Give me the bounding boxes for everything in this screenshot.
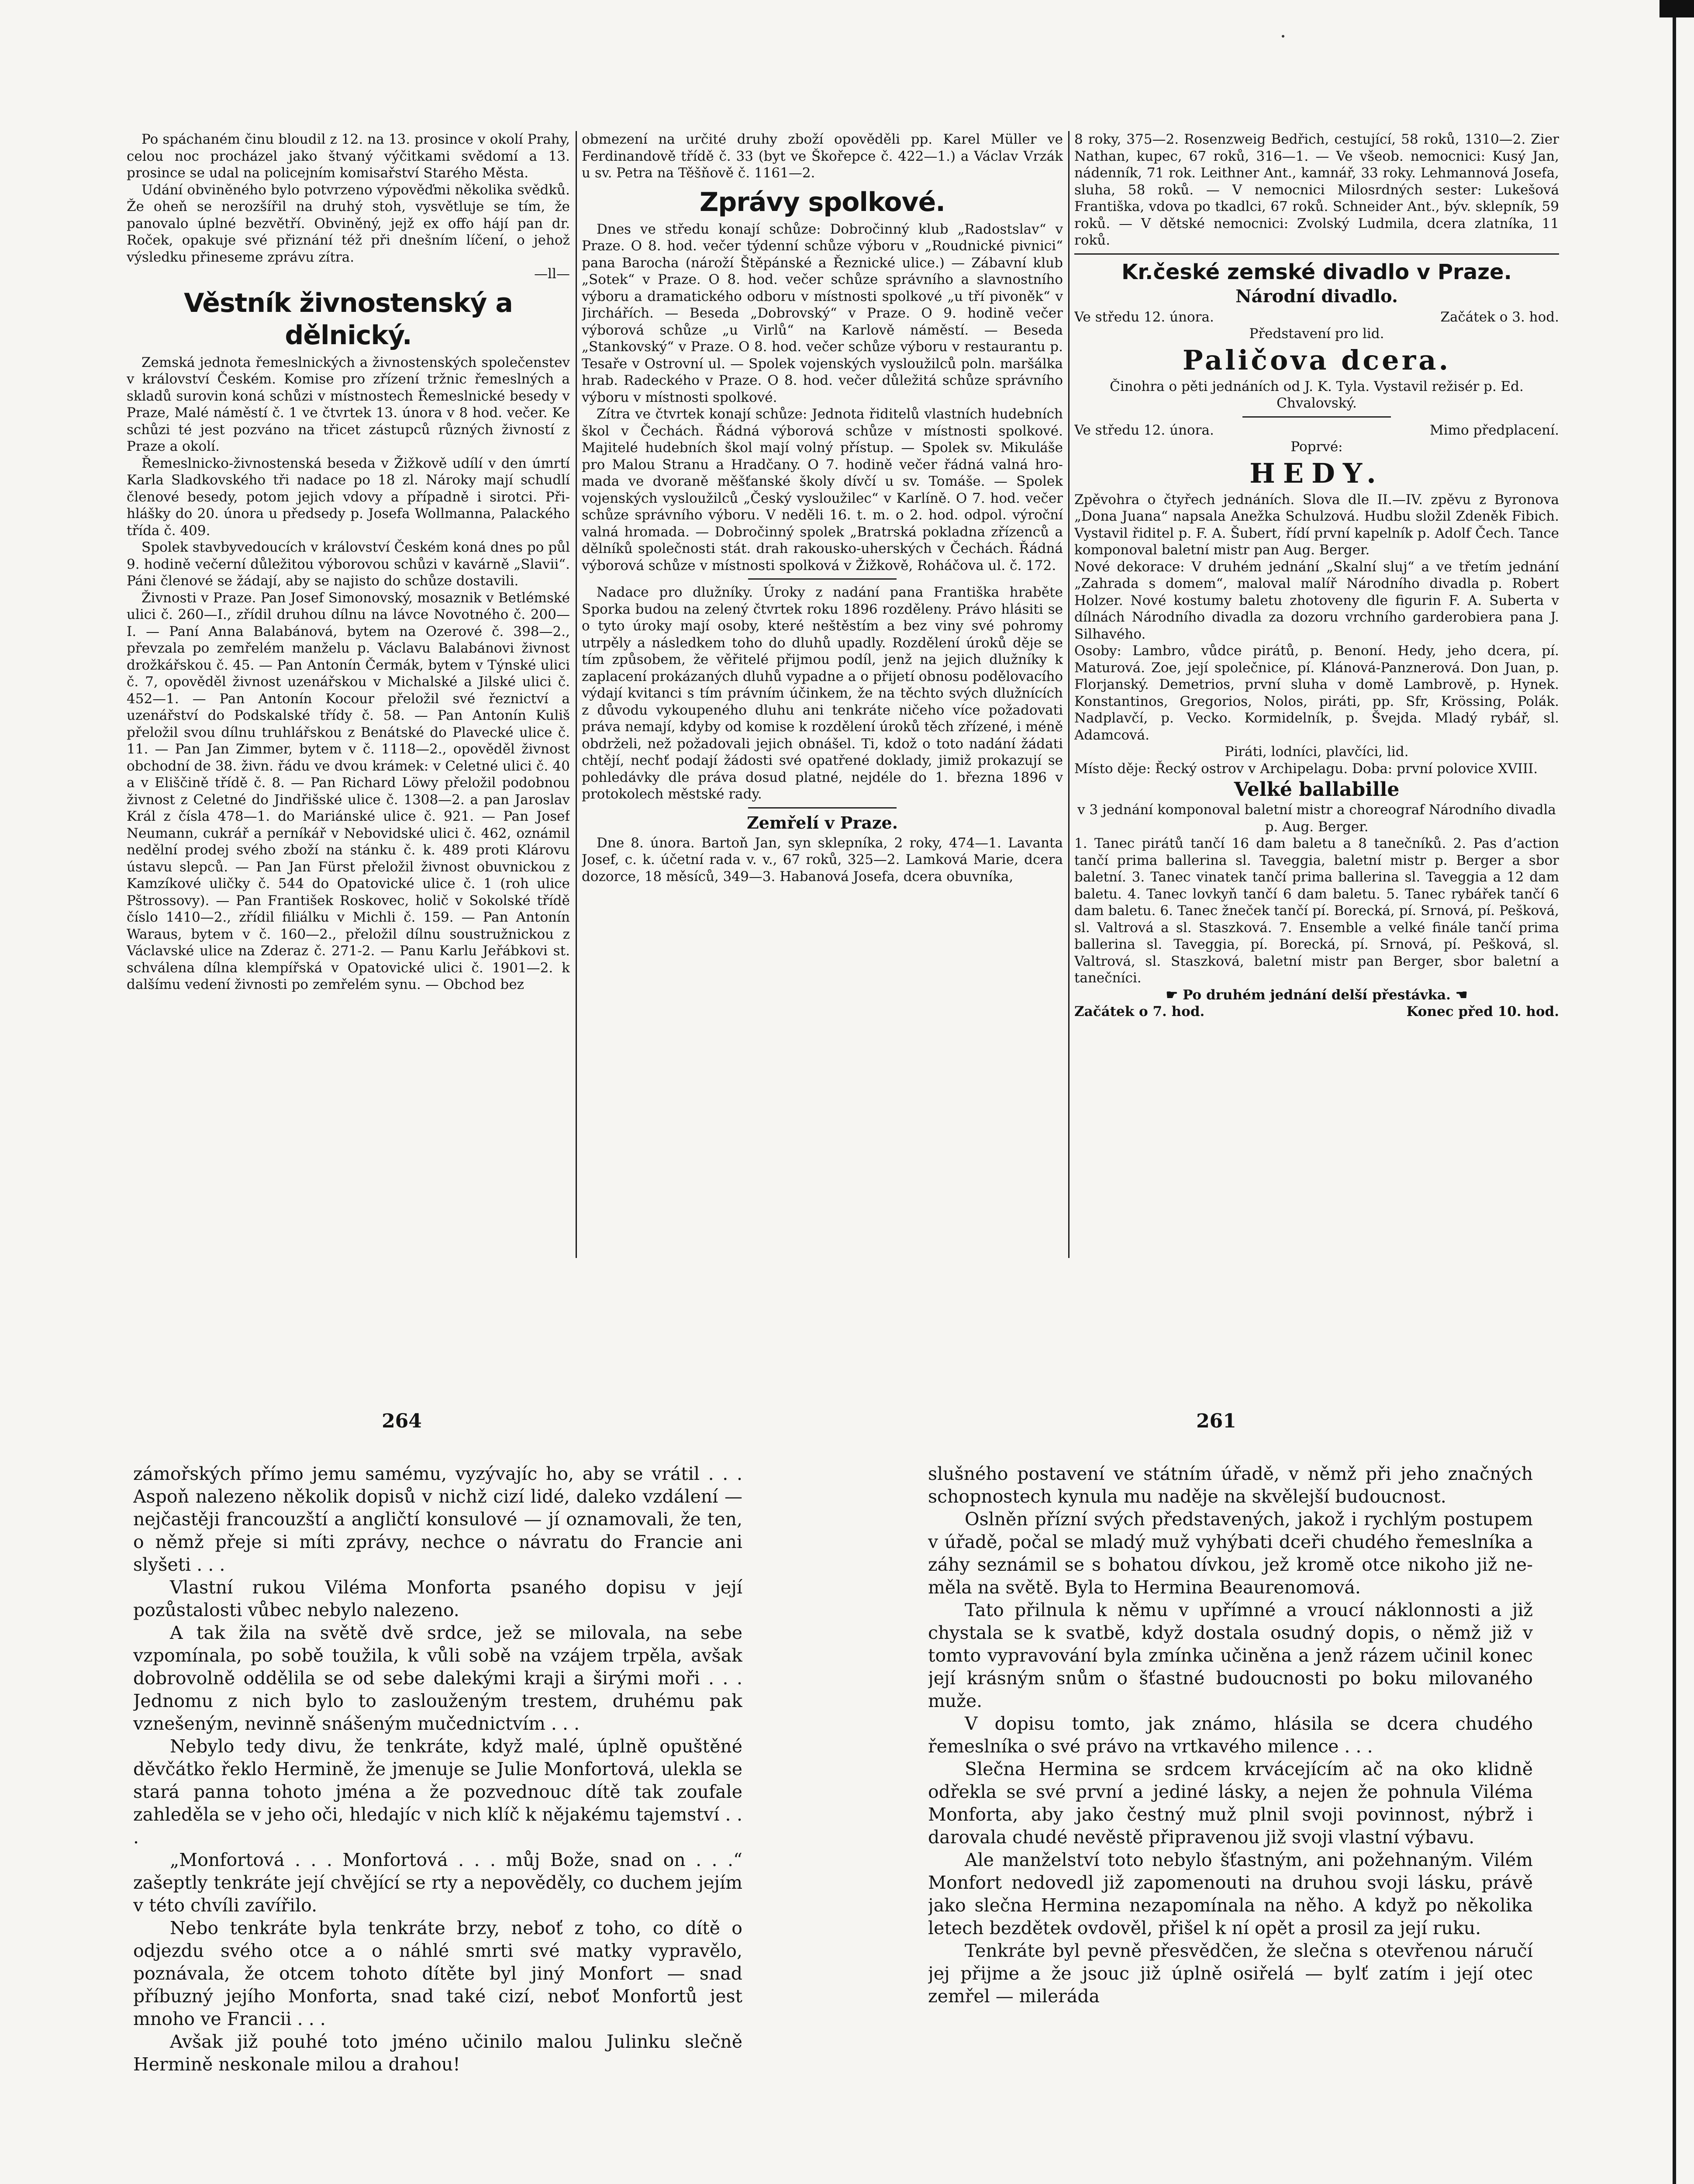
novel-page-left xyxy=(133,1462,742,2184)
news-column-2 xyxy=(582,131,1063,1258)
novel-paragraph: Tenkráte byl pevně přesvědčen, že slečna s otevřenou náručí jej přijme a že jsouc již úplně osiřelá — bylť zatím i její otec zemřel — mileráda xyxy=(928,1940,1533,2007)
top-edge-line xyxy=(1659,0,1694,17)
separator-rule xyxy=(1074,253,1559,255)
signature: —ll— xyxy=(534,266,570,282)
news-column-3 xyxy=(1074,131,1559,1258)
news-paragraph: Nadace pro dlužníky. Úroky z nadání pana Františka hraběte Sporka budou na zelený čtvrtek roku 1896 rozděleny. Právo hlásiti se o tyto úroky mají osoby, které neštěstím a bez viny své pohromy utrpěly a následkem toho do dluhů upadly. Rozdělení úroků děje se tím způsobem, že věřitelé přijmou podíl, jenž na jejich dlužníky k zaplacení prokázaných dluhů vypadne a o přijetí obnosu podělovacího výdají kvitanci s tím právním účinkem, že na těchto svých dlužnících z důvodu vykoupeného dluhu ani tenkráte ničeho více požadovati práva nemají, kdyby od komise k rozdělení úroků těch zřízené, i méně obdrželi, než požadovali jejich obnášel. Ti, kdož o toto nadání žádati chtějí, nechť podají žádosti své opatřené doklady, jimiž prokazují se pohledávky dle práva dosud platné, nejdéle do 1. března 1896 v protokolech městské rady. xyxy=(582,584,1063,802)
play-title: Paličova dcera. xyxy=(1182,344,1451,376)
news-paragraph: Živnosti v Praze. Pan Josef Simonovský, mosaznik v Betlémské ulici č. 260—I., zřídil druhou dílnu na lávce Novotného č. 200—I. — Paní Anna Balabánová, bytem na Ozerové č. 398—2., převzala po zemřelém manželu p. Václavu Balabánovi živnost drožkářskou č. 45. — Pan Antonín Čermák, bytem v Týnské ulici č. 7, opověděl živnost uzenářskou v Michalské a Jilské ulici č. 452—1. — Pan Antonín Kocour přeložil své řeznictví a uzenářství do Podskalské třídy č. 58. — Pan Antonín Kuliš přeložil svou dílnu truhlářskou z Benátské do Plavecké ulice č. 11. — Pan Jan Zimmer, bytem v č. 1118—2., opověděl živnost obchodní de 38. živn. řádu ve dvou krámek: v Celetné ulici č. 40 a v Eliščině třídě č. 8. — Pan Richard Löwy přeložil podobnou živnost z Celetné do Jindřišské ulice č. 1308—2. a pan Jaroslav Král z čísla 478—1. do Mariánské ulice č. 921. — Pan Josef Neumann, cukrář a perníkář v Nebovidské ulici č. 462, oznámil nedělní prodej svého zboží na stánku č. k. 489 proti Klárovu ústavu slepců. — Pan Jan Fürst přeložil živnost obuvnickou z Kamzíkové uličky č. 544 do Opatovické ulice č. 1 (roh ulice Pštrossovy). — Pan František Roskovec, holič v Sokolské třídě číslo 1410—2., zřídil filiálku v Michli č. 159. — Pan Antonín Waraus, bytem v č. 160—2., přeložil dílnu soustružnickou z Václavské ulice na Zderaz č. 271-2. — Panu Karlu Jeřábkovi st. schválena dílna klempířská v Opatovické ulici č. 1901—2. k dalšímu vedení živnosti po zemřelém synu. — Obchod bez xyxy=(127,590,570,992)
play-title: HEDY. xyxy=(1249,457,1384,489)
pointing-hand-icon: ☛ xyxy=(1166,987,1183,1003)
performance-note: Představení pro lid. xyxy=(1249,326,1384,342)
separator-rule xyxy=(748,807,897,809)
news-paragraph: Spolek stavbyvedoucích v království Českém koná dnes po půl 9. hodině večerní důležitou výborovou schůzi v kavárně „Slavii“. Páni členové se žádají, aby se najisto do schůze dostavili. xyxy=(127,539,570,589)
column-rule xyxy=(1068,131,1070,1258)
novel-paragraph: Ale manželství toto nebylo šťastným, ani požehnaným. Vilém Monfort nedovedl již zapomenouti na druhou svoji lásku, právě jako slečna Hermina nezapomínala na něho. A když po několika letech bezdětek ovdověl, přišel k ní opět a prosil za její ruku. xyxy=(928,1849,1533,1939)
ballet-intro: v 3 jednání komponoval baletní mistr a choreograf Národního divadla p. Aug. Berger. xyxy=(1077,802,1556,835)
section-heading: Zemřelí v Praze. xyxy=(747,812,898,833)
page-number-right: 261 xyxy=(1196,1410,1236,1432)
ballet-heading: Velké ballabille xyxy=(1234,778,1400,801)
novel-paragraph: Slečna Hermina se srdcem krvácejícím ač na oko klidně odřekla se své první a jediné lásky, a nejen že pohnula Viléma Monforta, aby jako čestný muž plnil svoji povinnost, nýbrž i darovala chudé nevěstě připravenou již svoji vlastní výbavu. xyxy=(928,1759,1533,1848)
scene-place: Místo děje: Řecký ostrov v Archipelagu. Doba: první polovice XVIII. xyxy=(1074,760,1538,777)
section-heading: Zprávy spolkové. xyxy=(699,187,945,218)
theater-heading: Kr.české zemské divadlo v Praze. xyxy=(1121,259,1512,284)
cast-extra: Piráti, lodníci, plavčíci, lid. xyxy=(1225,744,1409,760)
speck xyxy=(1282,35,1284,38)
novel-paragraph: Vlastní rukou Viléma Monforta psaného dopisu v její pozůstalosti vůbec nebylo nalezeno. xyxy=(133,1577,742,1621)
play-description: Zpěvohra o čtyřech jednáních. Slova dle II.—IV. zpěvu z Byronova „Dona Juana“ napsala Anežka Schulzová. Hudbu složil Zdeněk Fibich. Vystavil řiditel p. F. A. Šubert, řídí první kapelník p. Adolf Čech. Tance komponoval baletní mistr pan Aug. Berger. xyxy=(1074,491,1559,558)
performance-date-row xyxy=(1074,309,1559,326)
separator-rule xyxy=(748,578,897,580)
news-paragraph: Řemeslnicko-živnostenská beseda v Žižkově udílí v den úmrtí Karla Sladkovského tři nadace po 18 zl. Nároky mají schudlí členové besedy, potom jejich vdovy a případně i sirotci. Přihlášky do 20. února u předsedy p. Josefa Wollmanna, Palackého třída č. 409. xyxy=(127,455,570,539)
novel-paragraph: Nebo tenkráte byla tenkráte brzy, neboť z toho, co dítě o odjezdu svého otce a o náhlé smrti své matky vypravělo, poznávala, že otcem tohoto dítěte byl jiný Monfort — snad příbuzný jejího Monforta, snad také cizí, neboť Monfortů jest mnoho ve Francii . . . xyxy=(133,1918,742,2029)
theater-subheading: Národní divadlo. xyxy=(1235,286,1398,307)
novel-paragraph: A tak žila na světě dvě srdce, jež se milovala, na sebe vzpomínala, po sobě toužila, k vůli sobě na vzájem trpěla, avšak dobrovolně oddělila se od sebe dalekými kraji a širými moři . . . Jednomu z nich bylo to zaslouženým trestem, druhému pak vznešeným, nevinně snášeným mučednictvím . . . xyxy=(133,1622,742,1734)
pointing-hand-icon: ☚ xyxy=(1450,987,1468,1003)
cast-list: Osoby: Lambro, vůdce pirátů, p. Benoní. Hedy, jeho dcera, pí. Maturová. Zoe, její společnice, pí. Klánová-Panznerová. Don Juan, p. Florjanský. Demetrios, první sluha v domě Lambrově, p. Hynek. Konstantinos, Gregorios, Nolos, piráti, pp. Sfr, Krössing, Polák. Nadplavčí, p. Vecko. Kormidelník, p. Švejda. Mladý rybář, sl. Adamcová. xyxy=(1074,643,1559,743)
performance-date-row xyxy=(1074,422,1559,439)
novel-paragraph: Avšak již pouhé toto jméno učinilo malou Julinku slečně Hermině neskonale milou a drahou! xyxy=(133,2031,742,2075)
play-description: Činohra o pěti jednáních od J. K. Tyla. Vystavil režisér p. Ed. Chvalovský. xyxy=(1110,378,1524,411)
play-description: Nové dekorace: V druhém jednání „Skalní sluj“ a ve třetím jednání „Zahrada s domem“, maloval malíř Národního divadla p. Robert Holzer. Nové kostumy baletu zhotoveny dle figurin F. A. Suberta v dílnách Národního divadla za dozoru vrchního garderobiera pana J. Silhavého. xyxy=(1074,559,1559,642)
page-edge-line xyxy=(1673,0,1676,2184)
separator-rule xyxy=(1242,416,1391,418)
novel-paragraph: „Monfortová . . . Monfortová . . . můj Bože, snad on . . .“ zašeptly tenkráte její chvějící se rty a nepověděly, co duchem jejím v této chvíli zavířilo. xyxy=(133,1849,742,1916)
end-time: Konec před 10. hod. xyxy=(1406,1004,1559,1019)
page-number-left: 264 xyxy=(382,1410,422,1432)
performance-date: Ve středu 12. února. xyxy=(1074,422,1214,438)
novel-paragraph: Nebylo tedy divu, že tenkráte, když malé, úplně opuštěné děvčátko řeklo Hermině, že jmenuje se Julie Monfortová, ulekla se stará panna tohoto jména a že pozvednouc dítě tak zoufale zahleděla se v jeho oči, hledajíc v nich klíč k nějakému tajemství . . . xyxy=(133,1736,742,1848)
ballet-program: 1. Tanec pirátů tančí 16 dam baletu a 8 tanečníků. 2. Pas d’action tančí prima ballerina sl. Taveggia, baletní mistr p. Berger a sbor baletní. 3. Tanec vinatek tančí prima ballerina sl. Taveggia a 12 dam baletu. 4. Tanec lovkyň tančí 6 dam baletu. 5. Tanec rybářek tančí 6 dam baletu. 6. Tanec žneček tančí pí. Borecká, pí. Srnová, pí. Pešková, sl. Valtrová a sl. Staszková. 7. Ensemble a velké finále tančí prima ballerina sl. Taveggia, pí. Borecká, pí. Srnová, pí. Pešková, sl. Valtrová, sl. Staszková, baletní mistr pan Berger, sbor baletní a tanečníci. xyxy=(1074,836,1559,986)
performance-subscription: Mimo předplacení. xyxy=(1429,422,1559,438)
novel-paragraph: zámořských přímo jemu samému, vyzývajíc ho, aby se vrátil . . . Aspoň nalezeno několik dopisů v nichž cizí lidé, daleko vzdálení — nejčastěji francouzští a angličtí konsulové — jí oznamovali, že ten, o němž přeje si míti zprávy, nechce o návratu do Francie ani slyšeti . . . xyxy=(133,1463,742,1575)
novel-paragraph: slušného postavení ve státním úřadě, v němž při jeho značných schopnostech kynula mu naděje na skvělejší budoucnost. xyxy=(928,1463,1533,1507)
news-paragraph: Udání obviněného bylo potvrzeno výpověďmi několika svědků. Že oheň se nerozšířil na druhý stoh, vysvětluje se tím, že panovalo úplné bezvětří. Obviněný, jejž ex offo hájí pan dr. Roček, opakuje své přiznání též při dnešním líčení, o jehož výsledku přineseme zprávu zítra. xyxy=(127,182,570,265)
section-heading: Věstník živnostenský a dělnický. xyxy=(184,287,513,351)
start-time: Začátek o 7. hod. xyxy=(1074,1004,1205,1019)
news-paragraph: Po spáchaném činu bloudil z 12. na 13. prosince v okolí Prahy, celou noc procházel jako štvaný výčitkami svědomí a 13. prosince se udal na policejním komisařství Starého Města. xyxy=(127,131,570,181)
news-paragraph: Zítra ve čtvrtek konají schůze: Jednota řiditelů vlastních hudebních škol v Čechách. Řádná výborová schůze v místnosti spolkové. Majitelé hudebních škol mají volný přístup. — Spolek sv. Mikuláše pro Malou Stranu a Hradčany. O 7. hodině večer řádná valná hromada ve dvoraně měšťanské školy dívčí u sv. Tomáše. — Spolek vojenských vysloužilců „Český vysloužilec“ v Karlíně. O 7. hod. večer schůze správního výboru. V neděli 16. t. m. o 2. hod. odpol. výroční valná hromada. — Dobročinný spolek „Bratrská pokladna zřízenců a dělníků společnosti stát. drah rakousko-uherských v Čechách. Řádná výborová schůze v místnosti spolková v Žižkově, Roháčova ul. č. 172. xyxy=(582,406,1063,574)
news-paragraph: Dne 8. února. Bartoň Jan, syn sklepníka, 2 roky, 474—1. Lavanta Josef, c. k. účetní rada v. v., 67 roků, 325—2. Lamková Marie, dcera dozorce, 18 měsíců, 349—3. Habanová Josefa, dcera obuvníka, xyxy=(582,835,1063,885)
novel-paragraph: Tato přilnula k němu v upřímné a vroucí náklonnosti a již chystala se k svatbě, když dostala osudný dopis, o němž již v tomto vypravování byla zmínka učiněna a jenž rázem učinil konec její krásným snům o šťastné budoucnosti po boku milovaného muže. xyxy=(928,1600,1533,1711)
news-paragraph: 8 roky, 375—2. Rosenzweig Bedřich, cestující, 58 roků, 1310—2. Zier Nathan, kupec, 67 roků, 316—1. — Ve všeob. nemocnici: Kusý Jan, nádenník, 71 rok. Leithner Ant., kamnář, 33 roky. Lehmannová Josefa, sluha, 58 roků. — V nemocnici Milosrdných sester: Lukešová Františka, vdova po tkadlci, 67 roků. Schneider Ant., býv. sklepník, 59 roků. — V dětské nemocnici: Zvolský Ludmila, dcera zlatníka, 11 roků. xyxy=(1074,131,1559,248)
column-rule xyxy=(576,131,577,1258)
novel-page-right xyxy=(928,1462,1533,2170)
performance-date: Ve středu 12. února. xyxy=(1074,309,1214,325)
premiere-label: Poprvé: xyxy=(1290,439,1343,455)
intermission-text: Po druhém jednání delší přestávka. xyxy=(1183,987,1451,1003)
performance-times-row xyxy=(1074,1003,1559,1020)
novel-paragraph: Oslněn přízní svých představených, jakož i rychlým postupem v úřadě, počal se mladý muž vyhýbati dceři chudého řemeslníka a záhy seznámil se s bohatou dívkou, jež kromě otce nikoho již neměla na světě. Byla to Hermina Beaurenomová. xyxy=(928,1509,1533,1598)
news-paragraph: obmezení na určité druhy zboží opověděli pp. Karel Müller ve Ferdinandově třídě č. 33 (byt ve Škořepce č. 422—1.) a Václav Vrzák u sv. Petra na Těšňově č. 1161—2. xyxy=(582,131,1063,181)
news-column-1 xyxy=(127,131,570,1258)
news-paragraph: Zemská jednota řemeslnických a živnostenských společenstev v království Českém. Komise pro zřízení tržnic řemeslných a skladů surovin koná schůzi v místnostech Řemeslnické besedy v Praze, Malé náměstí č. 1 ve čtvrtek 13. února v 8 hod. večer. Ke schůzi té jest pozváno na třicet zástupců různých živností z Praze a okolí. xyxy=(127,354,570,454)
performance-start: Začátek o 3. hod. xyxy=(1440,309,1559,325)
novel-paragraph: V dopisu tomto, jak známo, hlásila se dcera chudého řemeslníka o své právo na vrtkavého milence . . . xyxy=(928,1713,1533,1757)
news-paragraph: Dnes ve středu konají schůze: Dobročinný klub „Radostslav“ v Praze. O 8. hod. večer týdenní schůze výboru v „Roudnické pivnici“ pana Barocha (nároží Štěpánské a Řeznické ulice.) — Zábavní klub „Sotek“ v Praze. O 8. hod. večer schůze správního a slavnostního výboru a dramatického odboru v místnosti spolkové „u tří pivoněk“ v Jirchářích. — Beseda „Dobrovský“ v Praze. O 9. hodině večer výborová schůze „u Virlů“ na Karlově náměstí. — Beseda „Stankovský“ v Praze. O 8. hod. večer schůze výboru v restaurantu p. Tesaře v Ostrovní ul. — Spolek vojenských vysloužilců poln. maršálka hrab. Radeckého v Praze. O 8. hod. večer důležitá schůze správního výboru v místnosti spolkové. xyxy=(582,221,1063,405)
intermission-note xyxy=(1074,987,1559,1004)
